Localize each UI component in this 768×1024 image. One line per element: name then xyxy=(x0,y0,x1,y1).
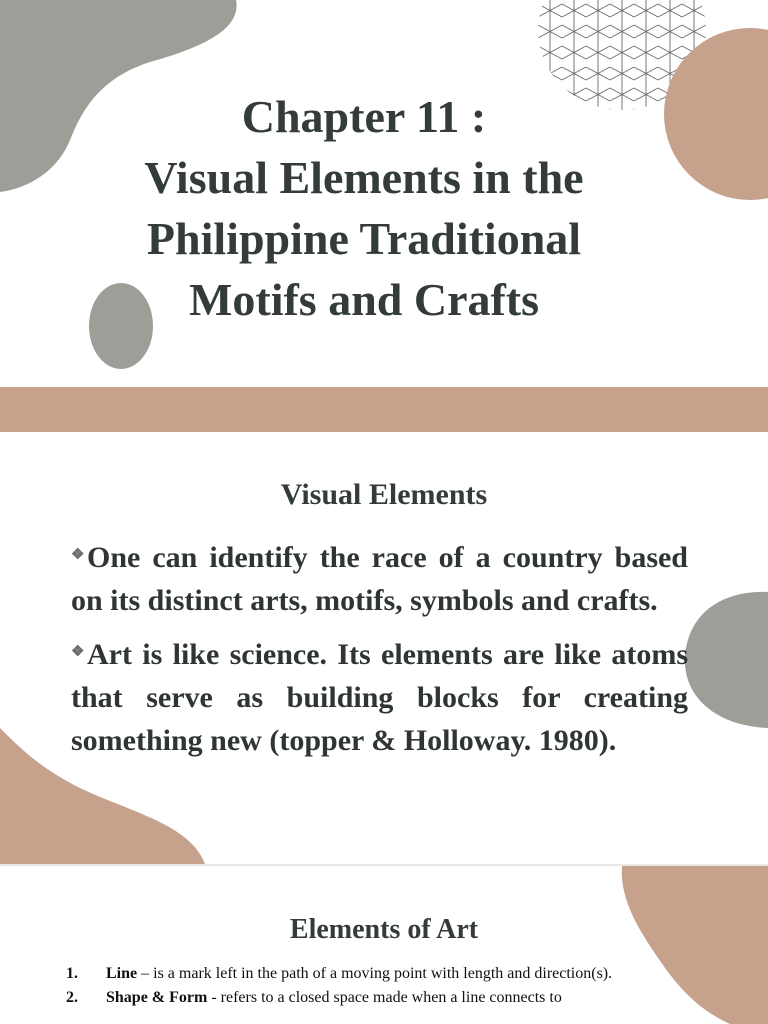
title-line: Philippine Traditional xyxy=(146,213,582,264)
item-number: 1. xyxy=(66,965,78,982)
bullet-text: Art is like science. Its elements are like atoms that serve as building blocks for creating something new (topper & Holloway. 1980). xyxy=(71,638,688,757)
section-heading: Elements of Art xyxy=(289,914,479,945)
title-line: Chapter 11 : xyxy=(241,91,487,142)
title-slide xyxy=(0,0,768,387)
tan-circle-top-right xyxy=(638,28,768,202)
item-body xyxy=(106,962,612,986)
list-item xyxy=(66,986,666,1010)
slide-separator-band xyxy=(0,387,768,432)
diamond-bullet-icon: ❖ xyxy=(71,547,85,563)
title-line: Motifs and Crafts xyxy=(188,274,540,325)
elements-of-art-slide xyxy=(0,866,768,1024)
list-item xyxy=(66,962,666,986)
bullet-list xyxy=(71,534,688,771)
gray-blob-right xyxy=(684,590,768,730)
bullet-item xyxy=(71,631,688,762)
bullet-text: One can identify the race of a country based on its distinct arts, motifs, symbols and crafts. xyxy=(71,541,688,617)
item-term: Shape & Form xyxy=(106,989,208,1006)
title-line: Visual Elements in the xyxy=(144,152,584,203)
item-text: - refers to a closed space made when a line connects to xyxy=(207,989,562,1006)
section-heading: Visual Elements xyxy=(280,478,488,511)
elements-list xyxy=(66,962,666,1010)
item-term: Line xyxy=(106,965,138,982)
bullet-item xyxy=(71,534,688,622)
item-body xyxy=(106,986,562,1010)
item-number: 2. xyxy=(66,989,78,1006)
chapter-title xyxy=(84,86,644,330)
item-text: – is a mark left in the path of a moving point with length and direction(s). xyxy=(137,965,613,982)
visual-elements-slide xyxy=(0,432,768,864)
diamond-bullet-icon: ❖ xyxy=(71,644,85,660)
